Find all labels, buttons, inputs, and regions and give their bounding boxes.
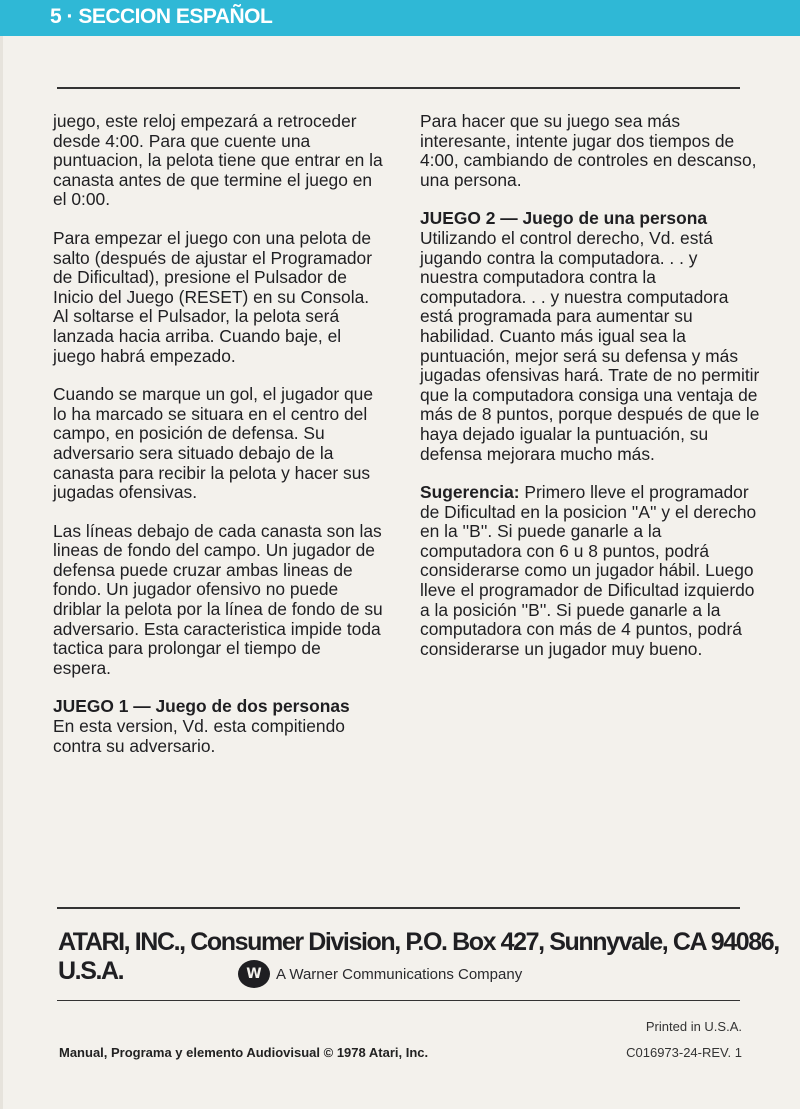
top-rule <box>57 87 740 89</box>
warner-logo-icon: W <box>238 960 270 988</box>
copyright-line: Manual, Programa y elemento Audiovisual © 1978 Atari, Inc. <box>59 1045 429 1060</box>
section-header <box>0 0 800 36</box>
game2-heading: JUEGO 2 — Juego de una persona <box>420 208 708 229</box>
paragraph-clock: juego, este reloj empezará a retroceder desde 4:00. Para que cuente una puntuacion, la pelota tiene que entrar en la canasta antes de que termine el juego en el 0:00. <box>53 111 383 210</box>
suggestion-label: Sugerencia: <box>420 482 520 503</box>
game1-text: En esta version, Vd. esta compitiendo contra su adversario. <box>53 716 345 756</box>
document-code: C016973-24-REV. 1 <box>626 1045 742 1060</box>
left-column <box>53 112 383 756</box>
suggestion-paragraph <box>420 483 760 659</box>
warner-row <box>238 959 522 989</box>
footer-rule-top <box>57 907 740 909</box>
printed-in: Printed in U.S.A. <box>645 1019 742 1034</box>
paragraph-two-halves: Para hacer que su juego sea más interesante, intente jugar dos tiempos de 4:00, cambiando de controles en descanso, una persona. <box>420 111 757 190</box>
footer-rule-bottom <box>57 1000 740 1001</box>
right-column <box>420 112 760 678</box>
section-label: 5 · SECCION ESPAÑOL <box>50 5 273 28</box>
paragraph-baselines: Las líneas debajo de cada canasta son las lineas de fondo del campo. Un jugador de defensa puede cruzar ambas lineas de fondo. Un jugador ofensivo no puede driblar la pelota por la línea de fondo de su adversario. Esta caracteristica impide toda tactica para prolongar el tiempo de espera. <box>53 520 383 678</box>
game2-text: Utilizando el control derecho, Vd. está jugando contra la computadora. . . y nuestra computadora contra la computadora. . . y nuestra computadora está programada para aumentar su habilidad. Cuanto más igual sea la puntuación, mejor será su defensa y más jugadas ofensivas hará. Trate de no permitir que la computadora consiga una ventaja de más de 8 puntos, porque después de que le haya dejado igualar la puntuación, su defensa mejorara mucho más. <box>420 227 760 464</box>
page-edge <box>0 36 3 1109</box>
suggestion-text: Primero lleve el programador de Dificultad en la posicion ''A'' y el derecho en la ''B''. Si puede ganarle a la computadora con 6 u 8 puntos, podrá considerarse como un jugador hábil. Luego lleve el programador de Dificultad izquierdo a la posición ''B''. Si puede ganarle a la computadora con más de 4 puntos, podrá considerarse un jugador muy bueno. <box>420 482 757 659</box>
paragraph-start: Para empezar el juego con una pelota de salto (después de ajustar el Programador de Dificultad), presione el Pulsador de Inicio del Juego (RESET) en su Consola. Al soltarse el Pulsador, la pelota será lanzada hacia arriba. Cuando baje, el juego habrá empezado. <box>53 227 373 366</box>
game1-heading: JUEGO 1 — Juego de dos personas <box>53 696 350 717</box>
company-address: ATARI, INC., Consumer Division, P.O. Box 427, Sunnyvale, CA 94086, U.S.A. <box>58 928 779 985</box>
warner-text: A Warner Communications Company <box>276 965 523 983</box>
paragraph-goal: Cuando se marque un gol, el jugador que lo ha marcado se situara en el centro del campo, en posición de defensa. Su adversario sera situado debajo de la canasta para recibir la pelota y hacer sus jugadas ofensivas. <box>53 384 374 503</box>
